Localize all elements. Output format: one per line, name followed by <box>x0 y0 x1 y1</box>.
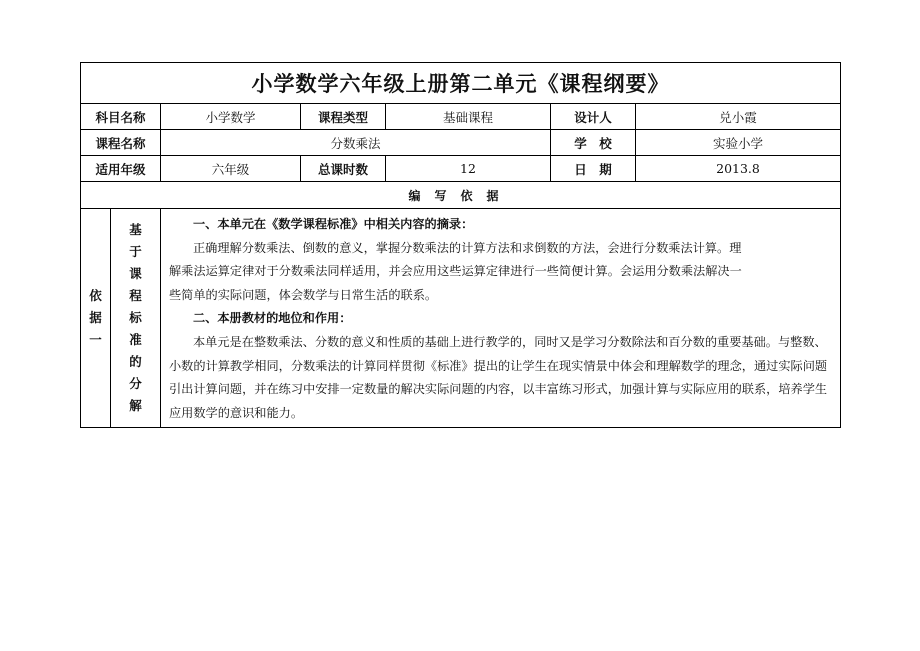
course-name-label: 课程名称 <box>81 130 161 156</box>
subject-label: 科目名称 <box>81 104 161 130</box>
basis-paragraph-1-line-2: 解乘法运算定律对于分数乘法同样适用，并会应用这些运算定律进行一些简便计算。会运用分数乘法解决一 <box>169 264 742 279</box>
grade-label: 适用年级 <box>81 156 161 182</box>
info-row-course <box>81 130 841 156</box>
total-hours-label: 总课时数 <box>301 156 386 182</box>
basis-paragraph-1-line-1: 正确理解分数乘法、倒数的意义，掌握分数乘法的计算方法和求倒数的方法，会进行分数乘法计算。理 <box>193 240 742 255</box>
designer-value: 兑小霞 <box>636 104 841 130</box>
basis-sublabel-char: 的 <box>129 354 142 370</box>
basis-heading-2: 二、本册教材的地位和作用： <box>193 311 352 326</box>
basis-label-char: 一 <box>89 332 102 348</box>
date-value: 2013.8 <box>636 156 841 182</box>
basis-content <box>161 209 841 428</box>
school-value: 实验小学 <box>636 130 841 156</box>
course-type-label: 课程类型 <box>301 104 386 130</box>
basis-heading-1: 一、本单元在《数学课程标准》中相关内容的摘录： <box>193 217 474 231</box>
basis-sublabel-char: 标 <box>129 310 142 326</box>
course-type-value: 基础课程 <box>386 104 551 130</box>
basis-label-char: 依 <box>89 288 102 304</box>
basis-row <box>81 209 841 428</box>
info-row-subject <box>81 104 841 130</box>
subject-value: 小学数学 <box>161 104 301 130</box>
section-title: 编写依据 <box>81 182 841 209</box>
designer-label: 设计人 <box>551 104 636 130</box>
basis-paragraph-1-line-3: 些简单的实际问题，体会数学与日常生活的联系。 <box>169 287 438 302</box>
basis-label <box>81 209 111 428</box>
basis-sublabel-char: 程 <box>129 288 142 304</box>
basis-sublabel-char: 基 <box>129 222 142 238</box>
info-row-grade <box>81 156 841 182</box>
basis-sublabel-char: 解 <box>129 398 142 414</box>
basis-sublabel <box>111 209 161 428</box>
basis-sublabel-char: 准 <box>129 332 142 348</box>
basis-sublabel-char: 于 <box>129 244 142 260</box>
basis-sublabel-char: 课 <box>129 266 142 282</box>
basis-label-char: 据 <box>89 310 102 326</box>
total-hours-value: 12 <box>386 156 551 182</box>
date-label: 日 期 <box>551 156 636 182</box>
basis-paragraph-2: 本单元是在整数乘法、分数的意义和性质的基础上进行教学的，同时又是学习分数除法和百分数的重要基础。与整数、小数的计算教学相同，分数乘法的计算同样贯彻《标准》提出的让学生在现实情景中体会和理解数学的理念，通过实际问题引出计算问题，并在练习中安排一定数量的解决实际问题的内容，以丰富练习形式，加强计算与实际应用的联系，培养学生应用数学的意识和能力。 <box>169 334 828 420</box>
page-title: 小学数学六年级上册第二单元《课程纲要》 <box>81 63 841 104</box>
basis-sublabel-char: 分 <box>129 376 142 392</box>
course-name-value: 分数乘法 <box>161 130 551 156</box>
school-label: 学 校 <box>551 130 636 156</box>
curriculum-outline-table <box>80 62 841 428</box>
grade-value: 六年级 <box>161 156 301 182</box>
